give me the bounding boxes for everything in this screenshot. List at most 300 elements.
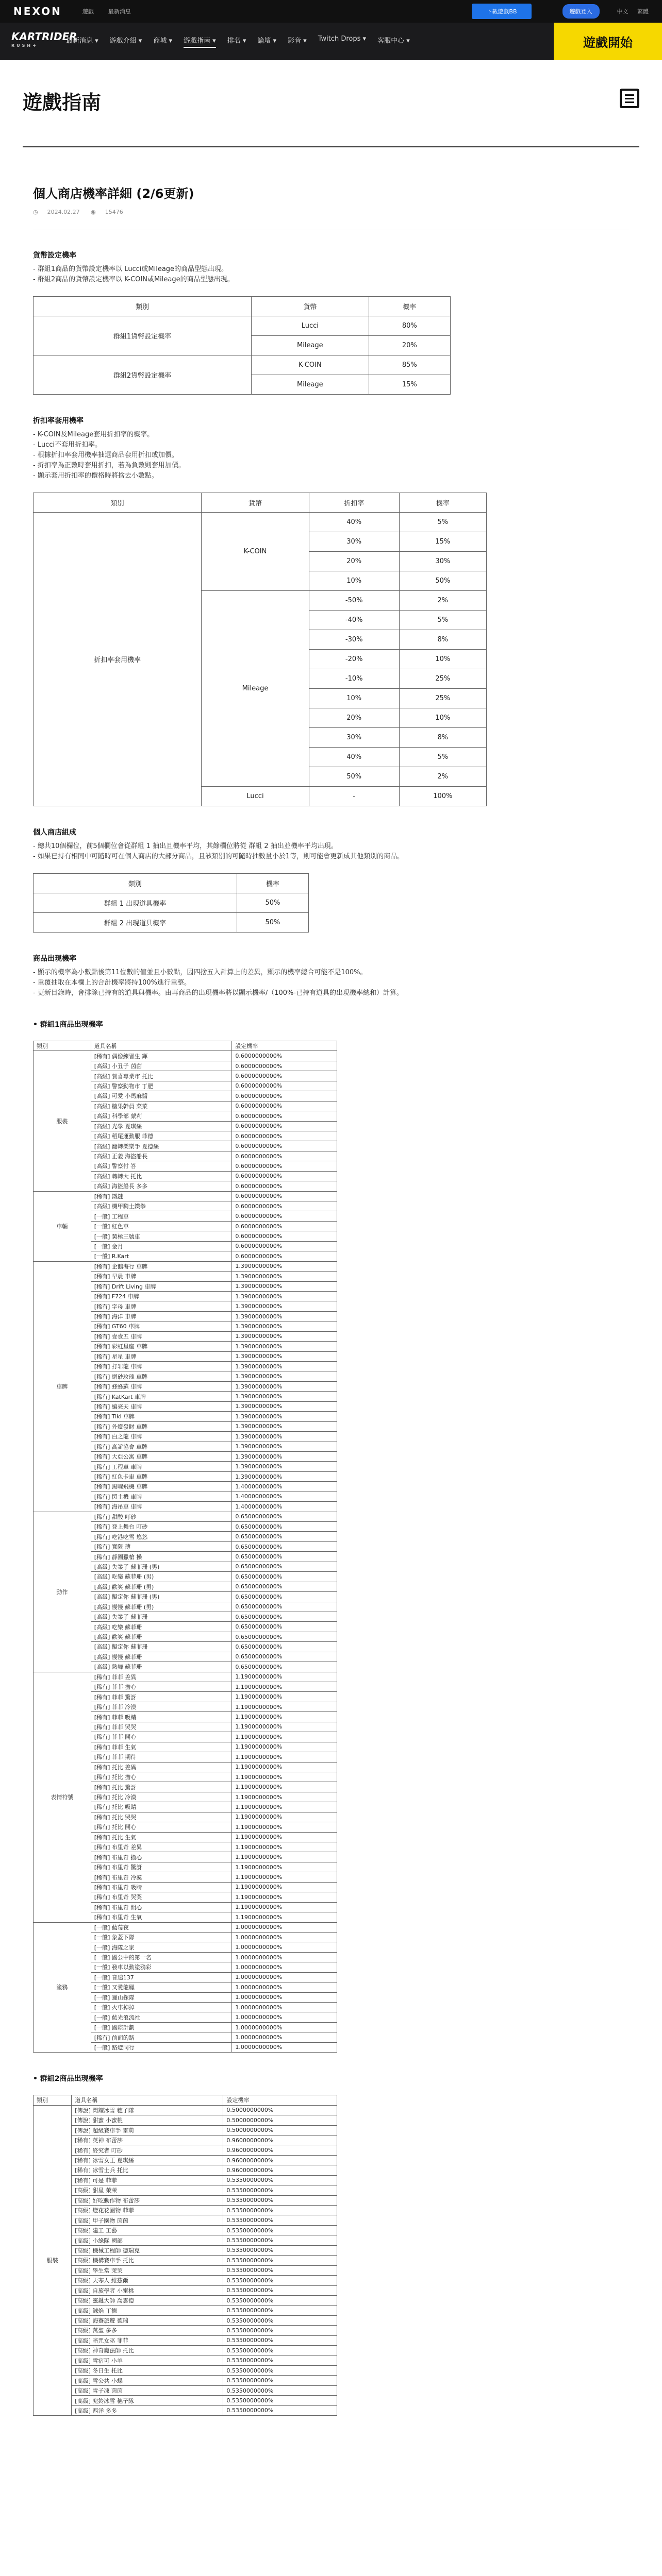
- item-name-cell: [稀有] 菲菲 期待: [91, 1752, 232, 1762]
- item-name-cell: [稀有] 托比 生氣: [91, 1832, 232, 1842]
- item-name-cell: [稀有] 登上舞台 叮砂: [91, 1522, 232, 1532]
- eye-icon: ◉: [91, 209, 96, 215]
- item-prob-cell: 1.3900000000%: [232, 1261, 337, 1271]
- game-nav-item[interactable]: Twitch Drops ▾: [318, 35, 367, 43]
- item-name-cell: [稀有] 布里奇 開心: [91, 1902, 232, 1912]
- table-header-row: [34, 297, 451, 316]
- item-prob-cell: 0.6500000000%: [232, 1622, 337, 1632]
- item-name-cell: [一般] 海隊之家: [91, 1942, 232, 1952]
- item-name-cell: [稀有] 字母 車牌: [91, 1301, 232, 1311]
- table-header-row: [34, 874, 309, 893]
- prob-cell: 2%: [399, 767, 486, 787]
- item-prob-cell: 1.0000000000%: [232, 1972, 337, 1982]
- note-line: - K-COIN及Mileage套用折扣率的機率。: [33, 431, 154, 438]
- item-prob-cell: 0.6000000000%: [232, 1251, 337, 1261]
- prob-cell: 5%: [399, 748, 486, 767]
- table-row: [34, 1191, 337, 1201]
- item-name-cell: [稀有] 前面的路: [91, 2032, 232, 2042]
- item-prob-cell: 1.1900000000%: [232, 1892, 337, 1902]
- item-prob-cell: 1.1900000000%: [232, 1822, 337, 1832]
- prob-cell: 80%: [369, 316, 450, 336]
- table-row: [34, 2405, 337, 2415]
- table-row: [34, 2355, 337, 2365]
- item-name-cell: [高級] 糖果幹員 菜菜: [91, 1101, 232, 1111]
- item-prob-cell: 0.6500000000%: [232, 1662, 337, 1672]
- item-name-cell: [稀有] 菲菲 差異: [91, 1672, 232, 1682]
- table-row: [34, 2195, 337, 2205]
- item-name-cell: [高級] 天寒人 維茲爾: [72, 2276, 223, 2285]
- item-prob-cell: 1.3900000000%: [232, 1442, 337, 1451]
- item-name-cell: [稀有] Drift Living 車牌: [91, 1281, 232, 1291]
- item-name-cell: [一般] 藍莓夜: [91, 1922, 232, 1932]
- prob-cell: 25%: [399, 689, 486, 708]
- rate-cell: -40%: [309, 611, 399, 630]
- item-prob-cell: 1.3900000000%: [232, 1342, 337, 1351]
- item-prob-cell: 1.3900000000%: [232, 1462, 337, 1471]
- item-name-cell: [高級] 吃樂 蘇菲珊 (男): [91, 1572, 232, 1582]
- item-name-cell: [高級] 西洋 多多: [72, 2405, 223, 2415]
- item-prob-cell: 0.6500000000%: [232, 1652, 337, 1662]
- item-prob-cell: 0.6500000000%: [232, 1632, 337, 1641]
- game-nav-menu: [66, 35, 421, 48]
- group-cell: 群組 2 出現道具機率: [34, 913, 237, 933]
- note-line: - 如果已持有相同中可隨時可在個人商店的大部分商品，且該類別的可隨時抽數量小於1等，則可能會更新成其他類別的商品。: [33, 853, 404, 860]
- item-name-cell: [稀有] 冰雪士兵 托比: [72, 2165, 223, 2175]
- language-selector[interactable]: 中文: [617, 8, 628, 15]
- currency-cell: Lucci: [202, 787, 309, 806]
- item-name-cell: [一般] 工程車: [91, 1211, 232, 1221]
- item-prob-cell: 1.0000000000%: [232, 1942, 337, 1952]
- item-prob-cell: 1.3900000000%: [232, 1311, 337, 1321]
- category-cell: 服裝: [34, 1051, 91, 1191]
- item-prob-cell: 1.3900000000%: [232, 1272, 337, 1281]
- item-prob-cell: 0.5350000000%: [223, 2376, 337, 2385]
- item-prob-cell: 0.5350000000%: [223, 2396, 337, 2405]
- item-prob-cell: 0.6500000000%: [232, 1592, 337, 1602]
- item-prob-cell: 0.5350000000%: [223, 2315, 337, 2325]
- topbar-right: [610, 7, 649, 15]
- table-header-cell: 類別: [34, 874, 237, 893]
- item-prob-cell: 1.1900000000%: [232, 1872, 337, 1882]
- rate-cell: 40%: [309, 513, 399, 532]
- item-name-cell: [稀有] 寬限 薄: [91, 1541, 232, 1551]
- prob-cell: 50%: [399, 571, 486, 591]
- item-name-cell: [一般] 藍光浪流社: [91, 2012, 232, 2022]
- table-row: [34, 1051, 337, 1061]
- table-row: [34, 2125, 337, 2135]
- item-name-cell: [稀有] 大亞公寓 車牌: [91, 1451, 232, 1461]
- item-name-cell: [高級] 雪公共 小蝶: [72, 2376, 223, 2385]
- item-prob-cell: 0.5350000000%: [223, 2185, 337, 2195]
- group-cell: 群組 1 出現道具機率: [34, 893, 237, 913]
- table-row: [34, 2335, 337, 2345]
- item-name-cell: [稀有] 托比 哭哭: [91, 1812, 232, 1822]
- game-nav-item[interactable]: 遊戲指南 ▾: [184, 35, 216, 48]
- article: [0, 183, 662, 2416]
- section-heading: 貨幣設定機率: [33, 251, 76, 260]
- prob-cell: 5%: [399, 513, 486, 532]
- prob-cell: 8%: [399, 630, 486, 650]
- item-prob-cell: 1.1900000000%: [232, 1732, 337, 1742]
- item-prob-cell: 0.6000000000%: [232, 1201, 337, 1211]
- table-row: [34, 913, 309, 933]
- item-prob-cell: 1.1900000000%: [232, 1752, 337, 1762]
- item-prob-cell: 0.5350000000%: [223, 2385, 337, 2395]
- item-name-cell: [稀有] 菲菲 生氣: [91, 1742, 232, 1752]
- item-name-cell: [稀有] 黑曜飛機 車牌: [91, 1482, 232, 1492]
- prob-cell: 30%: [399, 552, 486, 571]
- prob-cell: 100%: [399, 787, 486, 806]
- game-nav-item[interactable]: 客服中心 ▾: [377, 37, 410, 45]
- item-prob-cell: 0.9600000000%: [223, 2135, 337, 2145]
- item-prob-cell: 1.3900000000%: [232, 1421, 337, 1431]
- item-prob-cell: 0.5350000000%: [223, 2265, 337, 2275]
- table-header-cell: 類別: [34, 2095, 72, 2105]
- item-name-cell: [高級] 好吃動作物 布蕾莎: [72, 2195, 223, 2205]
- prob-cell: 25%: [399, 669, 486, 689]
- table-header-cell: 類別: [34, 493, 202, 513]
- rate-cell: 30%: [309, 532, 399, 552]
- item-prob-cell: 1.0000000000%: [232, 1992, 337, 2002]
- rate-cell: -20%: [309, 650, 399, 669]
- note-line: - 根據折扣率套用機率抽選商品套用折扣或加價。: [33, 451, 178, 459]
- item-prob-cell: 1.0000000000%: [232, 1922, 337, 1932]
- section-heading: 商品出現機率: [33, 955, 76, 963]
- item-name-cell: [稀有] 菲菲 哭哭: [91, 1722, 232, 1732]
- item-prob-cell: 0.5350000000%: [223, 2235, 337, 2245]
- item-name-cell: [稀有] 外燈發財 車牌: [91, 1421, 232, 1431]
- item-name-cell: [高級] 擬定你 蘇菲珊: [91, 1642, 232, 1652]
- item-name-cell: [高級] 可愛 小馬麻醬: [91, 1091, 232, 1101]
- item-prob-cell: 0.5350000000%: [223, 2335, 337, 2345]
- table-header-cell: 道具名稱: [91, 1041, 232, 1051]
- item-prob-cell: 0.6000000000%: [232, 1051, 337, 1061]
- item-name-cell: [一般] 火車掉掉: [91, 2003, 232, 2012]
- item-name-cell: [稀有] 托比 擔心: [91, 1772, 232, 1782]
- item-prob-cell: 1.4000000000%: [232, 1492, 337, 1501]
- category-cell: 服裝: [34, 2105, 72, 2416]
- note-line: - Lucci不套用折扣率。: [33, 441, 102, 449]
- category-cell: 車牌: [34, 1261, 91, 1512]
- currency-cell: Lucci: [252, 316, 369, 336]
- table-row: [34, 2225, 337, 2235]
- item-name-cell: [高級] 建工 工藝: [72, 2225, 223, 2235]
- table-row: [34, 2346, 337, 2355]
- item-prob-cell: 0.6000000000%: [232, 1211, 337, 1221]
- item-name-cell: [一般] 發車以動塗鴉彩: [91, 1962, 232, 1972]
- game-start-button[interactable]: 遊戲開始: [554, 23, 662, 60]
- item-name-cell: [高級] 海盜船長 多多: [91, 1181, 232, 1191]
- group2-prob-table: [33, 2095, 337, 2416]
- table-header-row: [34, 1041, 337, 1051]
- table-row: [34, 1261, 337, 1271]
- item-prob-cell: 0.6500000000%: [232, 1512, 337, 1521]
- table-row: [34, 2185, 337, 2195]
- item-name-cell: [稀有] 托比 差異: [91, 1762, 232, 1772]
- item-prob-cell: 1.0000000000%: [232, 1952, 337, 1962]
- item-name-cell: [稀有] 吃港吃雪 悠悠: [91, 1532, 232, 1541]
- item-prob-cell: 1.1900000000%: [232, 1742, 337, 1752]
- table-row: [34, 2105, 337, 2115]
- item-name-cell: [高級] 失業了 蘇菲珊 (男): [91, 1562, 232, 1571]
- item-prob-cell: 0.5000000000%: [223, 2105, 337, 2115]
- item-prob-cell: 0.6000000000%: [232, 1171, 337, 1181]
- item-prob-cell: 1.1900000000%: [232, 1852, 337, 1862]
- item-name-cell: [高級] 燈花花圈物 菲菲: [72, 2206, 223, 2215]
- nav-link-games[interactable]: 遊戲: [82, 8, 94, 15]
- item-prob-cell: 1.3900000000%: [232, 1371, 337, 1381]
- item-prob-cell: 0.6500000000%: [232, 1582, 337, 1591]
- item-prob-cell: 0.6500000000%: [232, 1562, 337, 1571]
- item-name-cell: [高級] 萬聖 多多: [72, 2326, 223, 2335]
- item-prob-cell: 0.6000000000%: [232, 1131, 337, 1141]
- item-name-cell: [稀有] 托比 開心: [91, 1822, 232, 1832]
- nexon-logo[interactable]: NEXON: [13, 5, 62, 18]
- category-cell: 動作: [34, 1512, 91, 1672]
- item-prob-cell: 1.3900000000%: [232, 1281, 337, 1291]
- section-heading: • 群組2商品出現機率: [33, 2075, 103, 2083]
- table-header-row: [34, 2095, 337, 2105]
- item-name-cell: [一般] 又愛龍鳳: [91, 1982, 232, 1992]
- item-name-cell: [一般] 紅色車: [91, 1221, 232, 1231]
- download-button[interactable]: 下載遊戲BB: [472, 4, 531, 19]
- table-row: [34, 355, 451, 375]
- item-prob-cell: 1.1900000000%: [232, 1762, 337, 1772]
- table-row: [34, 2366, 337, 2376]
- item-prob-cell: 1.3900000000%: [232, 1392, 337, 1401]
- kartrider-logo-text: KARTRIDER: [11, 30, 77, 43]
- item-name-cell: [高級] 慢慢 蘇菲珊: [91, 1652, 232, 1662]
- item-name-cell: [稀有] 白之龍 車牌: [91, 1432, 232, 1442]
- item-prob-cell: 1.4000000000%: [232, 1482, 337, 1492]
- item-prob-cell: 1.1900000000%: [232, 1802, 337, 1812]
- item-prob-cell: 0.9600000000%: [223, 2145, 337, 2155]
- table-header-cell: 設定機率: [223, 2095, 337, 2105]
- item-prob-cell: 0.6500000000%: [232, 1612, 337, 1621]
- item-name-cell: [稀有] 布里奇 冷漠: [91, 1872, 232, 1882]
- game-nav-item[interactable]: 最新消息 ▾: [66, 37, 98, 45]
- item-name-cell: [高級] 警察付 答: [91, 1161, 232, 1171]
- item-prob-cell: 0.9600000000%: [223, 2155, 337, 2165]
- region-selector[interactable]: 繁體: [637, 8, 649, 15]
- prob-cell: 10%: [399, 650, 486, 669]
- prob-cell: 2%: [399, 591, 486, 611]
- item-prob-cell: 1.0000000000%: [232, 1962, 337, 1972]
- item-prob-cell: 0.5350000000%: [223, 2225, 337, 2235]
- item-name-cell: [高級] 轉轉大 托比: [91, 1171, 232, 1181]
- item-name-cell: [稀有] 托比 冷漠: [91, 1792, 232, 1802]
- login-button[interactable]: 遊戲登入: [562, 4, 600, 19]
- item-prob-cell: 0.6000000000%: [232, 1141, 337, 1151]
- table-header-cell: 機率: [399, 493, 486, 513]
- note-line: - 更新目錄時，會排除已持有的道具與機率。由再商品的出現機率將以顯示機率/（100%-已持有道具的出現機率總和）計算。: [33, 989, 404, 997]
- note-line: - 群組1商品的貨幣設定機率以 Lucci或Mileage的商品型態出現。: [33, 265, 228, 273]
- rate-cell: -: [309, 787, 399, 806]
- kartrider-logo[interactable]: [11, 30, 77, 50]
- table-row: [34, 2145, 337, 2155]
- top-nav-bar: [0, 0, 662, 23]
- table-row: [34, 513, 487, 532]
- item-prob-cell: 1.1900000000%: [232, 1882, 337, 1892]
- item-prob-cell: 1.0000000000%: [232, 2042, 337, 2052]
- item-prob-cell: 0.5350000000%: [223, 2195, 337, 2205]
- game-nav-item[interactable]: 遊戲介紹 ▾: [109, 37, 142, 45]
- item-prob-cell: 1.1900000000%: [232, 1692, 337, 1702]
- item-name-cell: [稀有] Tiki 車牌: [91, 1412, 232, 1421]
- prob-cell: 15%: [399, 532, 486, 552]
- item-name-cell: [稀有] 布里奇 驚訝: [91, 1862, 232, 1872]
- item-prob-cell: 1.0000000000%: [232, 1932, 337, 1942]
- item-name-cell: [稀有] 布里奇 哭哭: [91, 1892, 232, 1902]
- table-row: [34, 1922, 337, 1932]
- table-header-cell: 機率: [237, 874, 308, 893]
- game-nav-item[interactable]: 排名 ▾: [227, 37, 246, 45]
- item-prob-cell: 0.6500000000%: [232, 1522, 337, 1532]
- post-views: 15476: [105, 209, 123, 215]
- item-prob-cell: 1.1900000000%: [232, 1812, 337, 1822]
- item-prob-cell: 1.3900000000%: [232, 1412, 337, 1421]
- item-prob-cell: 1.3900000000%: [232, 1381, 337, 1391]
- item-name-cell: [稀有] 鐵鏈: [91, 1191, 232, 1201]
- item-prob-cell: 1.1900000000%: [232, 1912, 337, 1922]
- item-name-cell: [高級] 海賽旅遊 德瑞: [72, 2315, 223, 2325]
- rate-cell: 20%: [309, 708, 399, 728]
- item-prob-cell: 1.1900000000%: [232, 1842, 337, 1852]
- item-name-cell: [稀有] 甜酸 叮砂: [91, 1512, 232, 1521]
- header-divider: [23, 146, 639, 147]
- item-prob-cell: 0.5350000000%: [223, 2405, 337, 2415]
- item-name-cell: [稀有] 托比 吸睛: [91, 1802, 232, 1812]
- table-row: [34, 2265, 337, 2275]
- item-name-cell: [稀有] KatKart 車牌: [91, 1392, 232, 1401]
- item-name-cell: [稀有] 海吊車 車牌: [91, 1502, 232, 1512]
- game-nav-item[interactable]: 商城 ▾: [153, 37, 173, 45]
- rate-cell: -30%: [309, 630, 399, 650]
- item-prob-cell: 1.0000000000%: [232, 2003, 337, 2012]
- item-prob-cell: 1.3900000000%: [232, 1362, 337, 1371]
- item-name-cell: [稀有] 英神 布蕾莎: [72, 2135, 223, 2145]
- note-line: - 群組2商品的貨幣設定機率以 K-COIN或Mileage的商品型態出現。: [33, 276, 234, 283]
- nav-link-news[interactable]: 最新消息: [108, 8, 131, 15]
- currency-cell: K-COIN: [252, 355, 369, 375]
- table-row: [34, 2396, 337, 2405]
- item-prob-cell: 0.6000000000%: [232, 1111, 337, 1121]
- list-icon[interactable]: [620, 89, 639, 108]
- item-name-cell: [高級] 自旅學者 小蜜桃: [72, 2285, 223, 2295]
- item-name-cell: [高級] 機甲騎士鐵拳: [91, 1201, 232, 1211]
- item-name-cell: [高級] 甜星 茉茉: [72, 2185, 223, 2195]
- item-name-cell: [傳說] 甜蜜 小蜜桃: [72, 2115, 223, 2125]
- prob-cell: 50%: [237, 893, 308, 913]
- post-date: 2024.02.27: [47, 209, 80, 215]
- item-name-cell: [高級] 光學 夏琪絲: [91, 1121, 232, 1131]
- item-prob-cell: 0.5350000000%: [223, 2256, 337, 2265]
- item-name-cell: [高級] 小綠隊 國部: [72, 2235, 223, 2245]
- game-nav-bar: [0, 23, 662, 60]
- item-name-cell: [高級] 慢慢 蘇菲珊 (男): [91, 1602, 232, 1612]
- item-prob-cell: 0.5350000000%: [223, 2326, 337, 2335]
- rate-cell: 40%: [309, 748, 399, 767]
- item-name-cell: [稀有] 菲菲 擔心: [91, 1682, 232, 1692]
- item-name-cell: [稀有] 網砂玫瑰 車牌: [91, 1371, 232, 1381]
- item-prob-cell: 1.3900000000%: [232, 1331, 337, 1341]
- item-prob-cell: 0.5350000000%: [223, 2175, 337, 2185]
- item-name-cell: [高級] 鍊焰 丁德: [72, 2306, 223, 2315]
- item-name-cell: [稀有] 蜂蜂蘇 車牌: [91, 1381, 232, 1391]
- item-name-cell: [稀有] 菲菲 吸睛: [91, 1712, 232, 1722]
- item-name-cell: [稀有] 菲菲 開心: [91, 1732, 232, 1742]
- item-prob-cell: 1.1900000000%: [232, 1782, 337, 1792]
- item-prob-cell: 0.5350000000%: [223, 2346, 337, 2355]
- post-meta: [33, 209, 629, 215]
- item-name-cell: [高級] 冬日生 托比: [72, 2366, 223, 2376]
- shop-composition-table: [33, 873, 309, 933]
- item-prob-cell: 0.6000000000%: [232, 1121, 337, 1131]
- item-name-cell: [高級] 學生當 茉茉: [72, 2265, 223, 2275]
- item-name-cell: [高級] 暗咒女巫 菲菲: [72, 2335, 223, 2345]
- table-row: [34, 2256, 337, 2265]
- item-prob-cell: 1.4000000000%: [232, 1502, 337, 1512]
- group-cell: 群組1貨幣設定機率: [34, 316, 252, 355]
- item-name-cell: [稀有] 打罪龍 車牌: [91, 1362, 232, 1371]
- item-prob-cell: 0.6000000000%: [232, 1181, 337, 1191]
- note-line: - 顯示套用折扣率的價格時將捨去小數點。: [33, 472, 158, 480]
- item-prob-cell: 0.5350000000%: [223, 2276, 337, 2285]
- table-row: [34, 316, 451, 336]
- note-line: - 顯示的機率為小數點後第11位數的值並且小數點，因四捨五入計算上的差異，顯示的機率總合可能不是100%。: [33, 969, 367, 976]
- currency-cell: Mileage: [252, 375, 369, 395]
- table-header-cell: 類別: [34, 297, 252, 316]
- post-title: 個人商店機率詳細 (2/6更新): [33, 187, 194, 201]
- table-header-cell: 機率: [369, 297, 450, 316]
- item-name-cell: [一般] 國際計劃: [91, 2022, 232, 2032]
- currency-cell: Mileage: [252, 336, 369, 355]
- item-prob-cell: 0.5000000000%: [223, 2115, 337, 2125]
- item-prob-cell: 0.6500000000%: [232, 1532, 337, 1541]
- item-prob-cell: 0.5350000000%: [223, 2366, 337, 2376]
- item-name-cell: [稀有] 工程車 車牌: [91, 1462, 232, 1471]
- item-prob-cell: 0.6000000000%: [232, 1191, 337, 1201]
- item-prob-cell: 0.5350000000%: [223, 2285, 337, 2295]
- item-prob-cell: 0.6500000000%: [232, 1552, 337, 1562]
- item-prob-cell: 1.3900000000%: [232, 1451, 337, 1461]
- prob-cell: 5%: [399, 611, 486, 630]
- game-nav-item[interactable]: 影音 ▾: [288, 37, 307, 45]
- page-header: [0, 60, 662, 132]
- item-name-cell: [稀有] 布里奇 擔心: [91, 1852, 232, 1862]
- item-prob-cell: 1.3900000000%: [232, 1301, 337, 1311]
- item-name-cell: [稀有] 布里奇 生氣: [91, 1912, 232, 1922]
- item-name-cell: [稀有] 企鵝海行 車牌: [91, 1261, 232, 1271]
- item-prob-cell: 0.6000000000%: [232, 1101, 337, 1111]
- item-prob-cell: 0.5350000000%: [223, 2245, 337, 2255]
- item-name-cell: [稀有] 靜園獵槍 操: [91, 1552, 232, 1562]
- game-nav-item[interactable]: 論壇 ▾: [257, 37, 277, 45]
- table-row: [34, 2165, 337, 2175]
- item-name-cell: [高級] 歡笑 蘇菲珊 (男): [91, 1582, 232, 1591]
- rate-cell: -10%: [309, 669, 399, 689]
- table-row: [34, 2306, 337, 2315]
- item-name-cell: [高級] 甲子園物 茵茵: [72, 2215, 223, 2225]
- item-prob-cell: 0.6000000000%: [232, 1221, 337, 1231]
- prob-cell: 20%: [369, 336, 450, 355]
- item-name-cell: [一般] 黃極三號車: [91, 1231, 232, 1241]
- item-name-cell: [傳說] 超級賽車手 雷莉: [72, 2125, 223, 2135]
- item-name-cell: [稀有] 閃土機 車牌: [91, 1492, 232, 1501]
- item-name-cell: [一般] R.Kart: [91, 1251, 232, 1261]
- item-name-cell: [高級] 科學部 蒙莉: [91, 1111, 232, 1121]
- item-name-cell: [高級] 小丑子 茵茵: [91, 1061, 232, 1071]
